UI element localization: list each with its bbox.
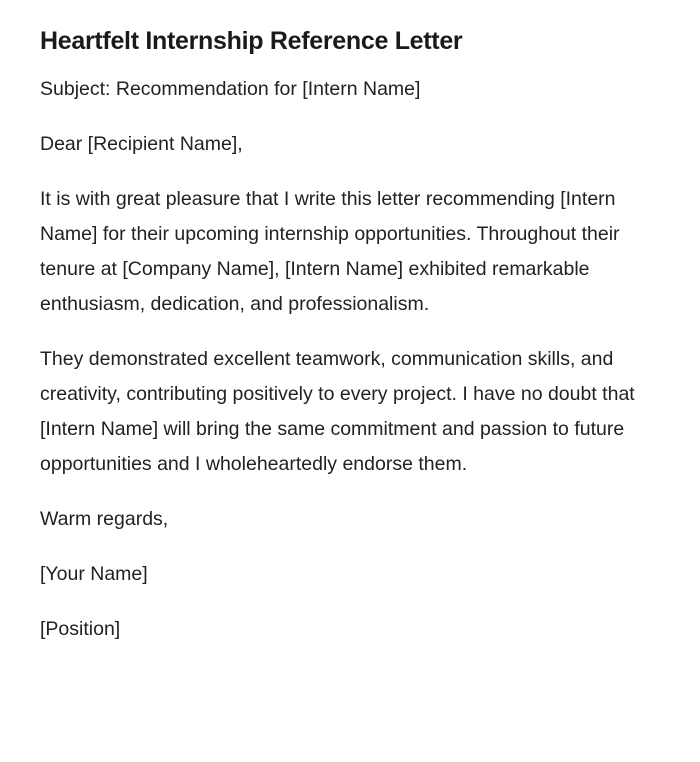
letter-title: Heartfelt Internship Reference Letter	[40, 27, 463, 55]
letter-body-paragraph-2: They demonstrated excellent teamwork, communication skills, and creativity, contributing positively to every project. I have no doubt that [Intern Name] will bring the same commitment and passion to future opportunities and I wholeheartedly endorse them.	[40, 348, 635, 475]
letter-salutation: Dear [Recipient Name],	[40, 133, 243, 155]
letter-closing: Warm regards,	[40, 508, 169, 530]
letter-signature-position: [Position]	[40, 618, 121, 640]
letter-signature-name: [Your Name]	[40, 563, 148, 585]
letter-body-paragraph-1: It is with great pleasure that I write this letter recommending [Intern Name] for their upcoming internship opportunities. Throughout their tenure at [Company Name], [Intern Name] exhibited remarkable enthusiasm, dedication, and professionalism.	[40, 188, 620, 315]
letter-subject: Subject: Recommendation for [Intern Name]	[40, 78, 421, 100]
